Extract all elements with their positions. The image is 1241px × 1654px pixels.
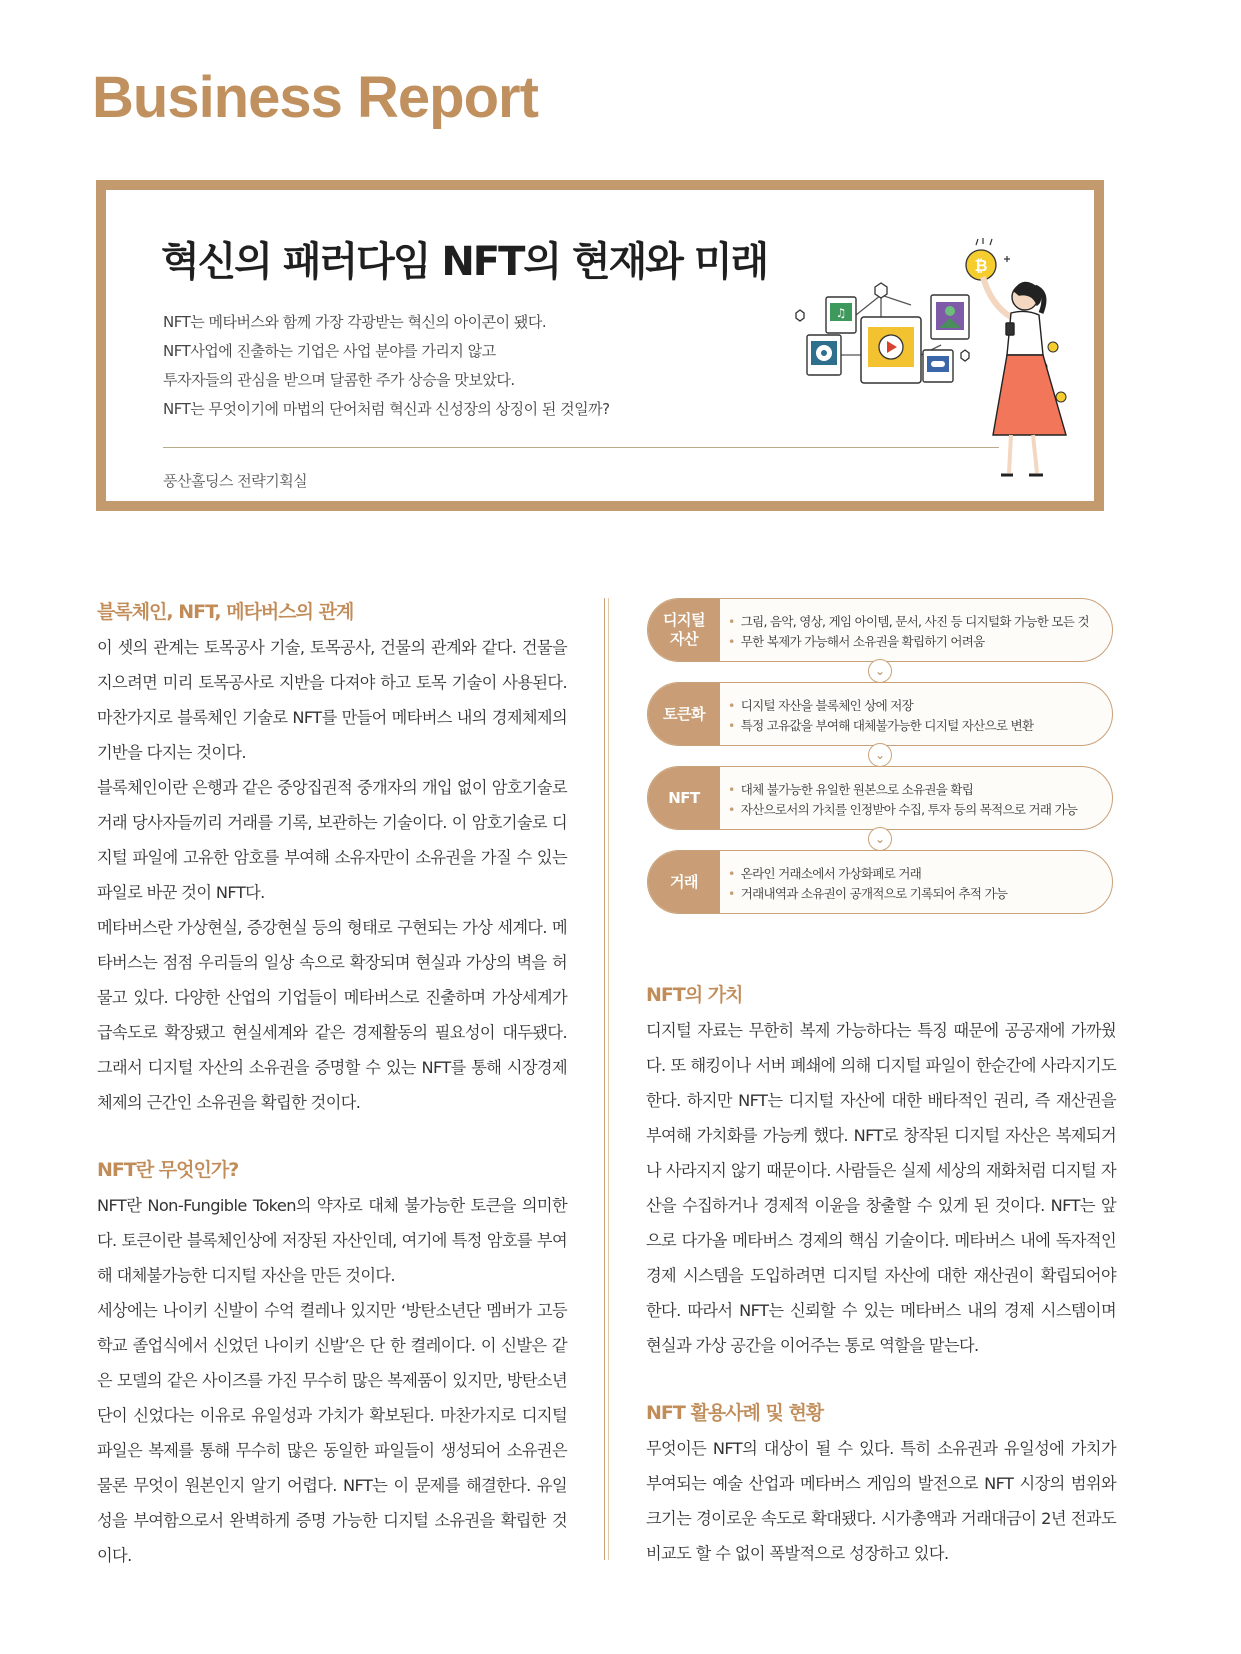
paragraph: 메타버스란 가상현실, 증강현실 등의 형태로 구현되는 가상 세계다. 메타버스는 점점 우리들의 일상 속으로 확장되며 현실과 가상의 벽을 허물고 있다. 다양한 산업의 기업들이 메타버스로 진출하며 가상세계가 급속도로 확장됐고 현실세계와 같은 경제활동의 필요성이 대두됐다. 그래서 디지털 자산의 소유권을 증명할 수 있는 NFT를 통해 시장경제 체제의 근간인 소유권을 확립한 것이다. [97,918,567,1112]
chevron-down-icon: ⌄ [868,659,892,683]
article-title: 혁신의 패러다임 NFT의 현재와 미래 [161,239,768,285]
nft-process-diagram [647,598,1113,914]
author-line: 풍산홀딩스 전략기획실 [163,472,308,490]
section-heading: NFT의 가치 [646,984,743,1006]
chevron-down-icon: ⌄ [868,743,892,767]
flow-step-trade [647,850,1113,914]
paragraph: NFT란 Non-Fungible Token의 약자로 대체 불가능한 토큰을 의미한다. 토큰이란 블록체인상에 저장된 자산인데, 여기에 특정 암호를 부여해 대체불가능한 디지털 자산을 만든 것이다. [97,1196,567,1285]
flow-step-tag: 토큰화 [648,683,720,745]
nft-illustration [771,235,1071,485]
hero-box [96,180,1104,511]
flow-step-tokenize [647,682,1113,746]
paragraph: 세상에는 나이키 신발이 수억 켤레나 있지만 ‘방탄소년단 멤버가 고등학교 졸업식에서 신었던 나이키 신발’은 단 한 켤레이다. 이 신발은 같은 모델의 같은 사이즈를 가진 무수히 많은 복제품이 있지만, 방탄소년단이 신었다는 이유로 유일성과 가치가 확보된다. 마찬가지로 디지털 파일은 복제를 통해 무수히 많은 동일한 파일들이 생성되어 소유권은 물론 무엇이 원본인지 알기 어렵다. NFT는 이 문제를 해결한다. 유일성을 부여함으로서 완벽하게 증명 가능한 디지털 소유권을 확립한 것이다. [97,1301,567,1565]
flow-step-item: • 자산으로서의 가치를 인정받아 수집, 투자 등의 목적으로 거래 가능 [728,800,1077,820]
flow-step-tag: 거래 [648,851,720,913]
flow-step-item: • 온라인 거래소에서 가상화폐로 거래 [728,864,1007,884]
flow-step-tag: 디지털 자산 [648,599,720,661]
left-column [97,595,567,1573]
flow-step-item: • 대체 불가능한 유일한 원본으로 소유권을 확립 [728,780,1077,800]
game-file-icon [923,350,953,382]
brand-title: Business Report [92,65,538,130]
article-lead [163,308,610,424]
section-heading: NFT란 무엇인가? [97,1159,239,1181]
paragraph: 이 셋의 관계는 토목공사 기술, 토목공사, 건물의 관계와 같다. 건물을 지으려면 미리 토목공사로 지반을 다져야 하고 토목 기술이 사용된다. 마찬가지로 블록체인 기술로 NFT를 만들어 메타버스 내의 경제체제의 기반을 다지는 것이다. [97,638,567,762]
image-file-icon [931,295,969,339]
music-file-icon [826,297,856,333]
lead-line: NFT는 메타버스와 함께 가장 각광받는 혁신의 아이콘이 됐다. [163,313,547,331]
section-heading: 블록체인, NFT, 메타버스의 관계 [97,601,354,623]
flow-step-item: • 거래내역과 소유권이 공개적으로 기록되어 추적 가능 [728,884,1007,904]
flow-step-item: • 그림, 음악, 영상, 게임 아이템, 문서, 사진 등 디지털화 가능한 모든 것 [728,612,1089,632]
paragraph: 블록체인이란 은행과 같은 중앙집권적 중개자의 개입 없이 암호기술로 거래 당사자들끼리 거래를 기록, 보관하는 기술이다. 이 암호기술로 디지털 파일에 고유한 암호를 부여해 소유자만이 소유권을 가질 수 있는 파일로 바꾼 것이 NFT다. [97,778,567,902]
disc-file-icon [807,335,841,375]
flow-step-item: • 특정 고유값을 부여해 대체불가능한 디지털 자산으로 변환 [728,716,1033,736]
svg-text:♫: ♫ [835,306,847,320]
chevron-down-icon: ⌄ [868,827,892,851]
flow-step-item: • 무한 복제가 가능해서 소유권을 확립하기 어려움 [728,632,1089,652]
flow-step-tag: NFT [648,767,720,829]
section-heading: NFT 활용사례 및 현황 [646,1402,824,1424]
woman-figure-icon [983,277,1066,475]
svg-text:₿: ₿ [974,256,988,275]
column-divider-inner [608,598,609,1560]
flow-step-item: • 디지털 자산을 블록체인 상에 저장 [728,696,1033,716]
paragraph: 디지털 자료는 무한히 복제 가능하다는 특징 때문에 공공재에 가까웠다. 또 해킹이나 서버 폐쇄에 의해 디지털 파일이 한순간에 사라지기도 한다. 하지만 NFT는 디지털 자산에 대한 배타적인 권리, 즉 재산권을 부여해 가치화를 가능케 했다. NFT로 창작된 디지털 자산은 복제되거나 사라지지 않기 때문이다. 사람들은 실제 세상의 재화처럼 디지털 자산을 수집하거나 경제적 이윤을 창출할 수 있게 된 것이다. NFT는 앞으로 다가올 메타버스 경제의 핵심 기술이다. 메타버스 내에 독자적인 경제 시스템을 도입하려면 디지털 자산에 대한 재산권이 확립되어야 한다. 따라서 NFT는 신뢰할 수 있는 메타버스 내의 경제 시스템이며 현실과 가상 공간을 이어주는 통로 역할을 맡는다. [646,1021,1116,1355]
paragraph: 무엇이든 NFT의 대상이 될 수 있다. 특히 소유권과 유일성에 가치가 부여되는 예술 산업과 메타버스 게임의 발전으로 NFT 시장의 범위와 크기는 경이로운 속도로 확대됐다. 시가총액과 거래대금이 2년 전과도 비교도 할 수 없이 폭발적으로 성장하고 있다. [646,1439,1116,1563]
lead-line: NFT사업에 진출하는 기업은 사업 분야를 가리지 않고 [163,342,496,360]
video-file-icon [861,317,921,383]
lead-line: NFT는 무엇이기에 마법의 단어처럼 혁신과 신성장의 상징이 된 것일까? [163,400,610,418]
flow-step-digital-asset [647,598,1113,662]
lead-line: 투자자들의 관심을 받으며 달콤한 주가 상승을 맛보았다. [163,371,515,389]
column-divider [604,598,605,1560]
right-column [646,978,1116,1571]
flow-step-nft [647,766,1113,830]
